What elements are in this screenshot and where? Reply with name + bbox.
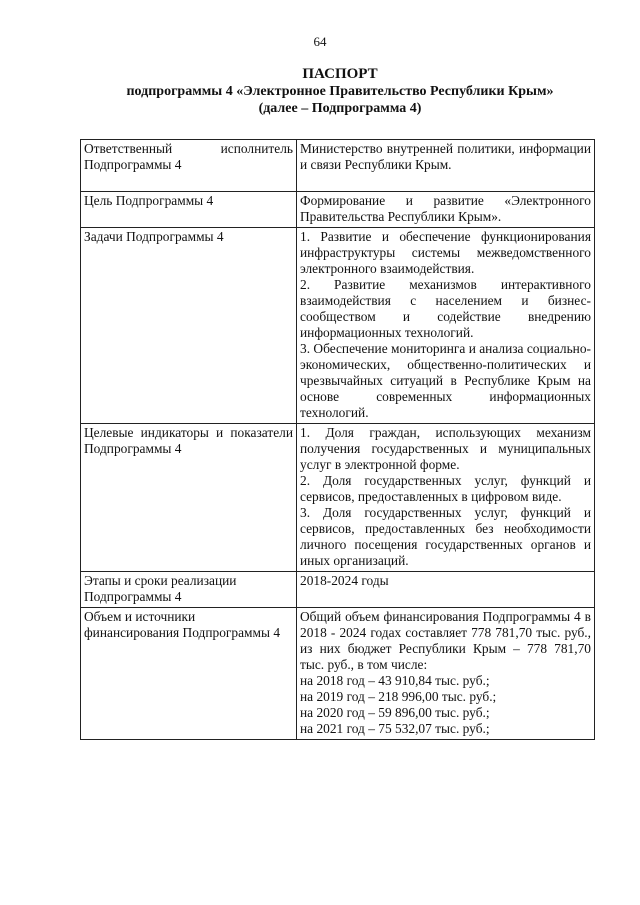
list-item: 2. Развитие механизмов интерактивного взаимодействия с населением и бизнес-сообществом и содействие внедрению информационных технологий.: [300, 277, 591, 340]
list-item: на 2019 год – 218 996,00 тыс. руб.;: [300, 689, 497, 704]
row-label-goal: Цель Подпрограммы 4: [81, 192, 297, 228]
table-row: [81, 572, 595, 608]
list-item: на 2020 год – 59 896,00 тыс. руб.;: [300, 705, 490, 720]
page-number: 64: [313, 34, 327, 49]
row-value-funding: [297, 608, 595, 740]
passport-title: ПАСПОРТ: [302, 66, 378, 82]
row-value-responsible: [297, 140, 595, 192]
list-item: на 2021 год – 75 532,07 тыс. руб.;: [300, 721, 490, 736]
row-value-indicators: [297, 424, 595, 572]
row-label-tasks: Задачи Подпрограммы 4: [81, 228, 297, 424]
row-label-stages: Этапы и сроки реализации Подпрограммы 4: [81, 572, 297, 608]
list-item: 2. Доля государственных услуг, функций и сервисов, предоставленных в цифровом виде.: [300, 473, 591, 504]
table-row: [81, 608, 595, 740]
table-row: [81, 424, 595, 572]
subprogram-name: подпрограммы 4 «Электронное Правительство Республики Крым»: [126, 84, 554, 99]
row-label-responsible: Ответственный исполнитель Подпрограммы 4: [81, 140, 297, 192]
responsible-text: Министерство внутренней политики, информации и связи Республики Крым.: [300, 141, 591, 172]
list-item: 1. Доля граждан, использующих механизм получения государственных и муниципальных услуг в электронной форме.: [300, 425, 591, 472]
funding-intro: Общий объем финансирования Подпрограммы 4 в 2018 - 2024 годах составляет 778 781,70 тыс. руб., из них бюджет Республики Крым – 778 781,70 тыс. руб., в том числе:: [300, 609, 591, 672]
subprogram-alias: (далее – Подпрограмма 4): [258, 101, 422, 116]
table-row: [81, 228, 595, 424]
document-heading: [60, 66, 620, 117]
table-row: [81, 192, 595, 228]
list-item: на 2018 год – 43 910,84 тыс. руб.;: [300, 673, 490, 688]
list-item: 3. Доля государственных услуг, функций и сервисов, предоставленных без необходимости личного посещения государственных органов и иных организаций.: [300, 505, 591, 568]
row-label-indicators: Целевые индикаторы и показатели Подпрограммы 4: [81, 424, 297, 572]
row-value-tasks: [297, 228, 595, 424]
list-item: 3. Обеспечение мониторинга и анализа социально-экономических, общественно-политических и чрезвычайных ситуаций в Республике Крым на основе современных информационных технологий.: [300, 341, 591, 420]
list-item: 1. Развитие и обеспечение функционирования инфраструктуры системы межведомственного электронного взаимодействия.: [300, 229, 591, 276]
row-value-goal: Формирование и развитие «Электронного Правительства Республики Крым».: [297, 192, 595, 228]
row-label-funding: Объем и источники финансирования Подпрограммы 4: [81, 608, 297, 740]
row-value-stages: 2018-2024 годы: [297, 572, 595, 608]
passport-table: [80, 139, 595, 740]
table-row: [81, 140, 595, 192]
